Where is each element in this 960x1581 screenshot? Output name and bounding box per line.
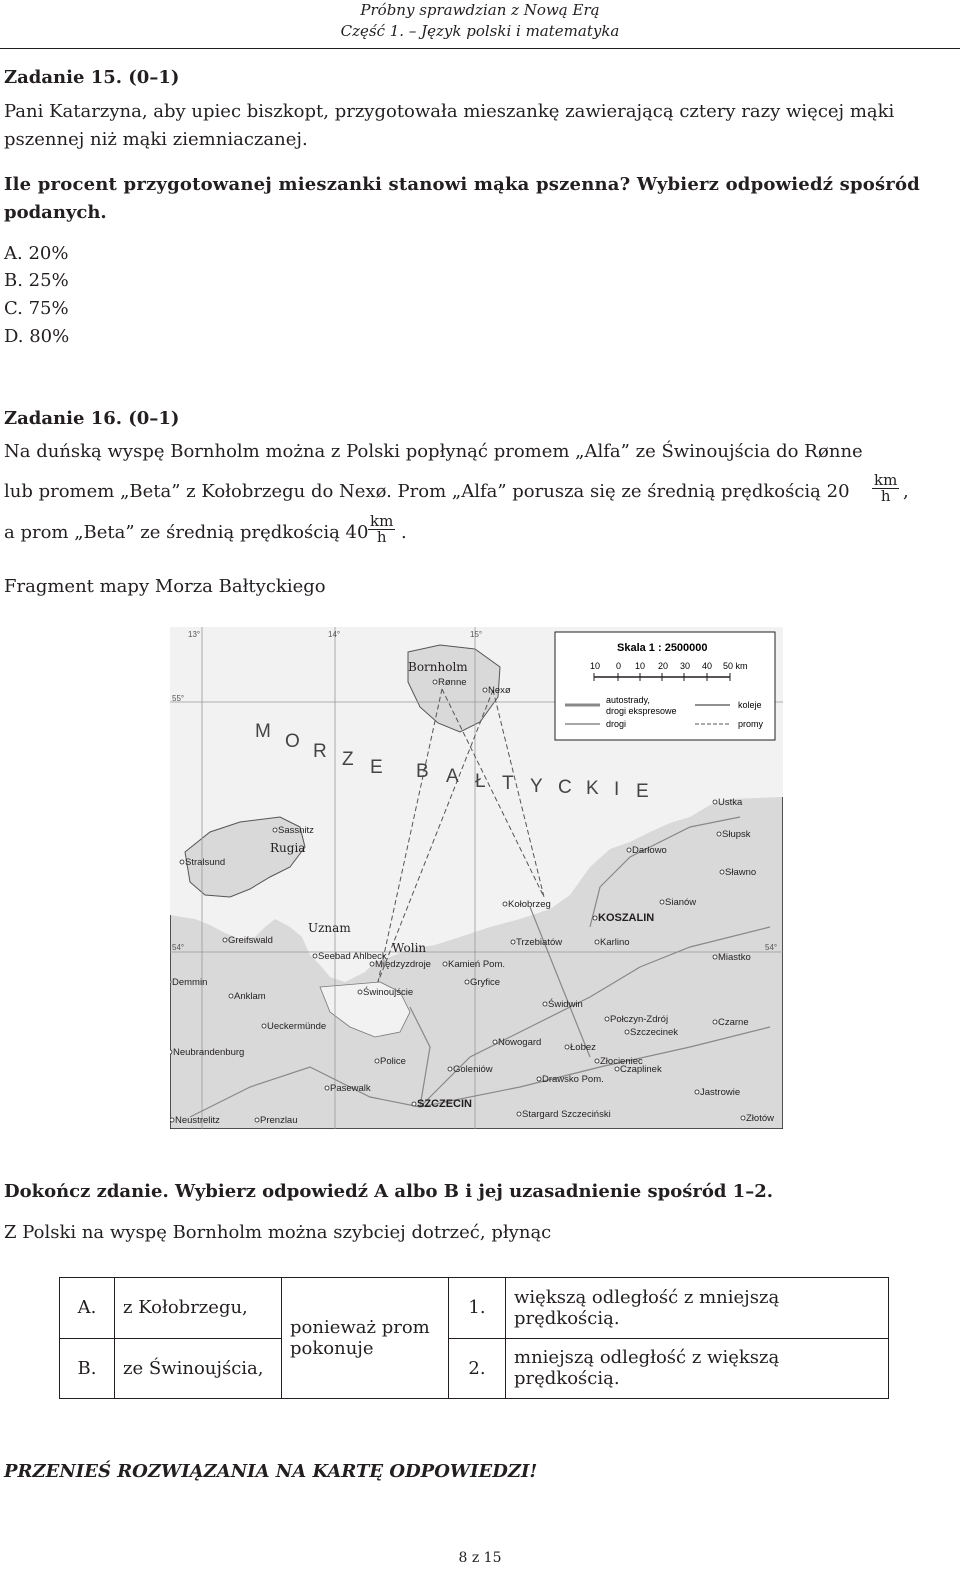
town-marker xyxy=(503,902,507,906)
scale-title: Skala 1 : 2500000 xyxy=(617,642,708,654)
town-marker xyxy=(223,938,227,942)
town-marker xyxy=(370,962,374,966)
town-label: Stargard Szczeciński xyxy=(522,1109,611,1120)
town-marker xyxy=(660,900,664,904)
speed-unit-alfa: $\frac{km}{h}$ xyxy=(874,471,898,505)
lon-label: 15° xyxy=(470,630,483,639)
town-marker xyxy=(543,1002,547,1006)
task16-instruction: Dokończ zdanie. Wybierz odpowiedź A albo B i jej uzasadnienie spośród 1–2. xyxy=(4,1181,773,1202)
town-label: Trzebiatów xyxy=(516,937,563,948)
town-label: Stralsund xyxy=(185,857,226,868)
scale-tick: 20 xyxy=(658,661,669,671)
island-label: Bornholm xyxy=(408,660,468,674)
scale-tick: 40 xyxy=(702,661,713,671)
town-marker xyxy=(483,688,487,692)
reason-2-number[interactable]: 2. xyxy=(449,1338,506,1399)
option-d: D. 80% xyxy=(4,326,70,347)
sea-letter: E xyxy=(370,757,383,778)
option-a: A. 20% xyxy=(4,243,69,264)
town-label: Greifswald xyxy=(228,935,273,946)
final-note: PRZENIEŚ ROZWIĄZANIA NA KARTĘ ODPOWIEDZI! xyxy=(4,1461,538,1482)
sea-letter: B xyxy=(416,761,429,782)
town-label: Sianów xyxy=(665,897,697,908)
sea-letter: Z xyxy=(342,749,354,770)
town-label: Czaplinek xyxy=(620,1064,662,1075)
period: . xyxy=(401,522,407,543)
town-marker xyxy=(517,1112,521,1116)
town-label: Gryfice xyxy=(470,977,501,988)
map-caption: Fragment mapy Morza Bałtyckiego xyxy=(4,576,326,597)
town-marker xyxy=(713,800,717,804)
scale-tick: 10 xyxy=(635,661,646,671)
lat-label: 54° xyxy=(765,943,778,952)
sea-letter: C xyxy=(558,777,572,798)
town-marker xyxy=(593,916,597,920)
town-label: Anklam xyxy=(234,991,266,1002)
town-marker xyxy=(255,1118,259,1122)
map-legend xyxy=(555,632,775,740)
town-label: SZCZECIN xyxy=(417,1098,472,1110)
town-marker xyxy=(605,1017,609,1021)
town-label: Demmin xyxy=(172,977,208,988)
town-marker xyxy=(170,980,171,984)
task16-title: Zadanie 16. (0–1) xyxy=(4,408,180,429)
sea-letter: R xyxy=(313,741,327,762)
town-label: Czarne xyxy=(718,1017,749,1028)
task16-text1: Na duńską wyspę Bornholm można z Polski popłynąć promem „Alfa” ze Świnoujścia do Rønne xyxy=(4,441,863,462)
legend-fast-roads2: drogi ekspresowe xyxy=(606,706,677,716)
town-marker xyxy=(325,1086,329,1090)
town-label: Szczecinek xyxy=(630,1027,679,1038)
town-label: KOSZALIN xyxy=(598,912,655,924)
town-label: Połczyn-Zdrój xyxy=(610,1014,669,1025)
page-number: 8 z 15 xyxy=(458,1550,502,1566)
option-a-letter[interactable]: A. xyxy=(60,1278,115,1339)
scale-tick: 30 xyxy=(680,661,691,671)
task16-text2: lub promem „Beta” z Kołobrzegu do Nexø. Prom „Alfa” porusza się ze średnią prędkością 20 xyxy=(4,481,850,502)
town-marker xyxy=(615,1067,619,1071)
town-label: Międzyzdroje xyxy=(375,959,431,970)
town-label: Ueckermünde xyxy=(267,1021,327,1032)
lat-label: 54° xyxy=(172,943,185,952)
town-marker xyxy=(741,1116,745,1120)
town-label: Słupsk xyxy=(722,829,751,840)
sea-letter: A xyxy=(446,766,459,787)
legend-fast-roads: autostrady, xyxy=(606,695,650,705)
sea-letter: O xyxy=(285,731,300,752)
town-marker xyxy=(720,870,724,874)
town-marker xyxy=(595,1059,599,1063)
lon-label: 14° xyxy=(328,630,341,639)
town-label: Goleniów xyxy=(453,1064,493,1075)
task15-question1: Ile procent przygotowanej mieszanki stanowi mąka pszenna? Wybierz odpowiedź spośród xyxy=(4,174,920,195)
legend-rail: koleje xyxy=(738,700,762,710)
sea-letter: Y xyxy=(530,776,543,797)
comma: , xyxy=(903,481,909,502)
lon-label: 13° xyxy=(188,630,201,639)
town-marker xyxy=(627,848,631,852)
town-label: Seebad Ahlbeck xyxy=(318,951,387,962)
legend-roads: drogi xyxy=(606,719,627,729)
task15-text1: Pani Katarzyna, aby upiec biszkopt, przygotowała mieszankę zawierającą cztery razy więcej mąki xyxy=(4,101,895,122)
town-label: Kołobrzeg xyxy=(508,899,551,910)
legend-ferries: promy xyxy=(738,719,764,729)
task16-text3: a prom „Beta” ze średnią prędkością 40 xyxy=(4,522,369,543)
sea-letter: I xyxy=(614,779,620,800)
town-marker xyxy=(511,940,515,944)
option-b: B. 25% xyxy=(4,270,69,291)
town-marker xyxy=(448,1067,452,1071)
town-label: Neubrandenburg xyxy=(173,1047,245,1058)
town-label: Karlino xyxy=(600,937,630,948)
option-a-text[interactable]: z Kołobrzegu, xyxy=(115,1278,282,1339)
baltic-map xyxy=(170,627,783,1129)
town-marker xyxy=(443,962,447,966)
town-marker xyxy=(717,832,721,836)
header-line2: Część 1. – Język polski i matematyka xyxy=(340,22,620,40)
answer-table xyxy=(59,1277,889,1399)
town-marker xyxy=(493,1040,497,1044)
middle-phrase: ponieważ prom pokonuje xyxy=(282,1278,449,1399)
town-marker xyxy=(595,940,599,944)
town-label: Rønne xyxy=(438,677,467,688)
task16-stem: Z Polski na wyspę Bornholm można szybciej dotrzeć, płynąc xyxy=(4,1222,552,1243)
reason-1-text[interactable]: większą odległość z mniejszą prędkością. xyxy=(506,1278,889,1339)
island-label: Uznam xyxy=(308,921,351,935)
sea-letter: K xyxy=(586,778,599,799)
town-label: Ustka xyxy=(718,797,743,808)
reason-1-number[interactable]: 1. xyxy=(449,1278,506,1339)
town-label: Złocieniec xyxy=(600,1056,643,1067)
town-marker xyxy=(713,955,717,959)
task15-title: Zadanie 15. (0–1) xyxy=(4,67,180,88)
town-marker xyxy=(565,1045,569,1049)
town-label: Prenzlau xyxy=(260,1115,298,1126)
task15-question2: podanych. xyxy=(4,202,107,223)
town-marker xyxy=(180,860,184,864)
option-c: C. 75% xyxy=(4,298,69,319)
town-label: Nexø xyxy=(488,685,511,696)
island-label: Rugia xyxy=(270,841,306,855)
town-label: Nowogard xyxy=(498,1037,542,1048)
town-marker xyxy=(358,990,362,994)
town-label: Drawsko Pom. xyxy=(542,1074,604,1085)
town-marker xyxy=(170,1050,172,1054)
sea-letter: Ł xyxy=(475,771,486,792)
scale-tick: 50 km xyxy=(723,661,748,671)
reason-2-text[interactable]: mniejszą odległość z większą prędkością. xyxy=(506,1338,889,1399)
town-marker xyxy=(433,680,437,684)
town-marker xyxy=(170,1118,174,1122)
island-label: Wolin xyxy=(392,941,427,955)
town-marker xyxy=(375,1059,379,1063)
town-marker xyxy=(695,1090,699,1094)
town-label: Kamień Pom. xyxy=(448,959,506,970)
header-line1: Próbny sprawdzian z Nową Erą xyxy=(360,1,600,19)
sea-letter: M xyxy=(255,721,271,742)
town-marker xyxy=(262,1024,266,1028)
town-label: Police xyxy=(380,1056,406,1067)
town-label: Sassnitz xyxy=(278,825,314,836)
scale-tick: 10 xyxy=(590,661,601,671)
page-header xyxy=(330,0,630,42)
header-rule xyxy=(0,48,960,49)
option-b-letter[interactable]: B. xyxy=(60,1338,115,1399)
lat-label: 55° xyxy=(172,694,185,703)
town-label: Łobez xyxy=(570,1042,596,1053)
option-b-text[interactable]: ze Świnoujścia, xyxy=(115,1338,282,1399)
town-label: Złotów xyxy=(746,1113,774,1124)
speed-unit-beta: $\frac{km}{h}$ xyxy=(370,512,394,546)
town-label: Neustrelitz xyxy=(175,1115,220,1126)
town-label: Miastko xyxy=(718,952,751,963)
town-marker xyxy=(713,1020,717,1024)
town-marker xyxy=(229,994,233,998)
sea-letter: E xyxy=(636,781,649,802)
town-marker xyxy=(625,1030,629,1034)
town-label: Jastrowie xyxy=(700,1087,741,1098)
town-marker xyxy=(412,1102,416,1106)
town-marker xyxy=(465,980,469,984)
town-marker xyxy=(273,828,277,832)
town-label: Pasewalk xyxy=(330,1083,371,1094)
sea-letter: T xyxy=(502,773,514,794)
town-label: Świnoujście xyxy=(363,987,414,998)
town-marker xyxy=(537,1077,541,1081)
town-label: Świdwin xyxy=(548,999,583,1010)
town-label: Darłowo xyxy=(632,845,667,856)
town-label: Sławno xyxy=(725,867,757,878)
town-marker xyxy=(313,954,317,958)
task15-text2: pszennej niż mąki ziemniaczanej. xyxy=(4,129,308,150)
scale-tick: 0 xyxy=(616,661,622,671)
